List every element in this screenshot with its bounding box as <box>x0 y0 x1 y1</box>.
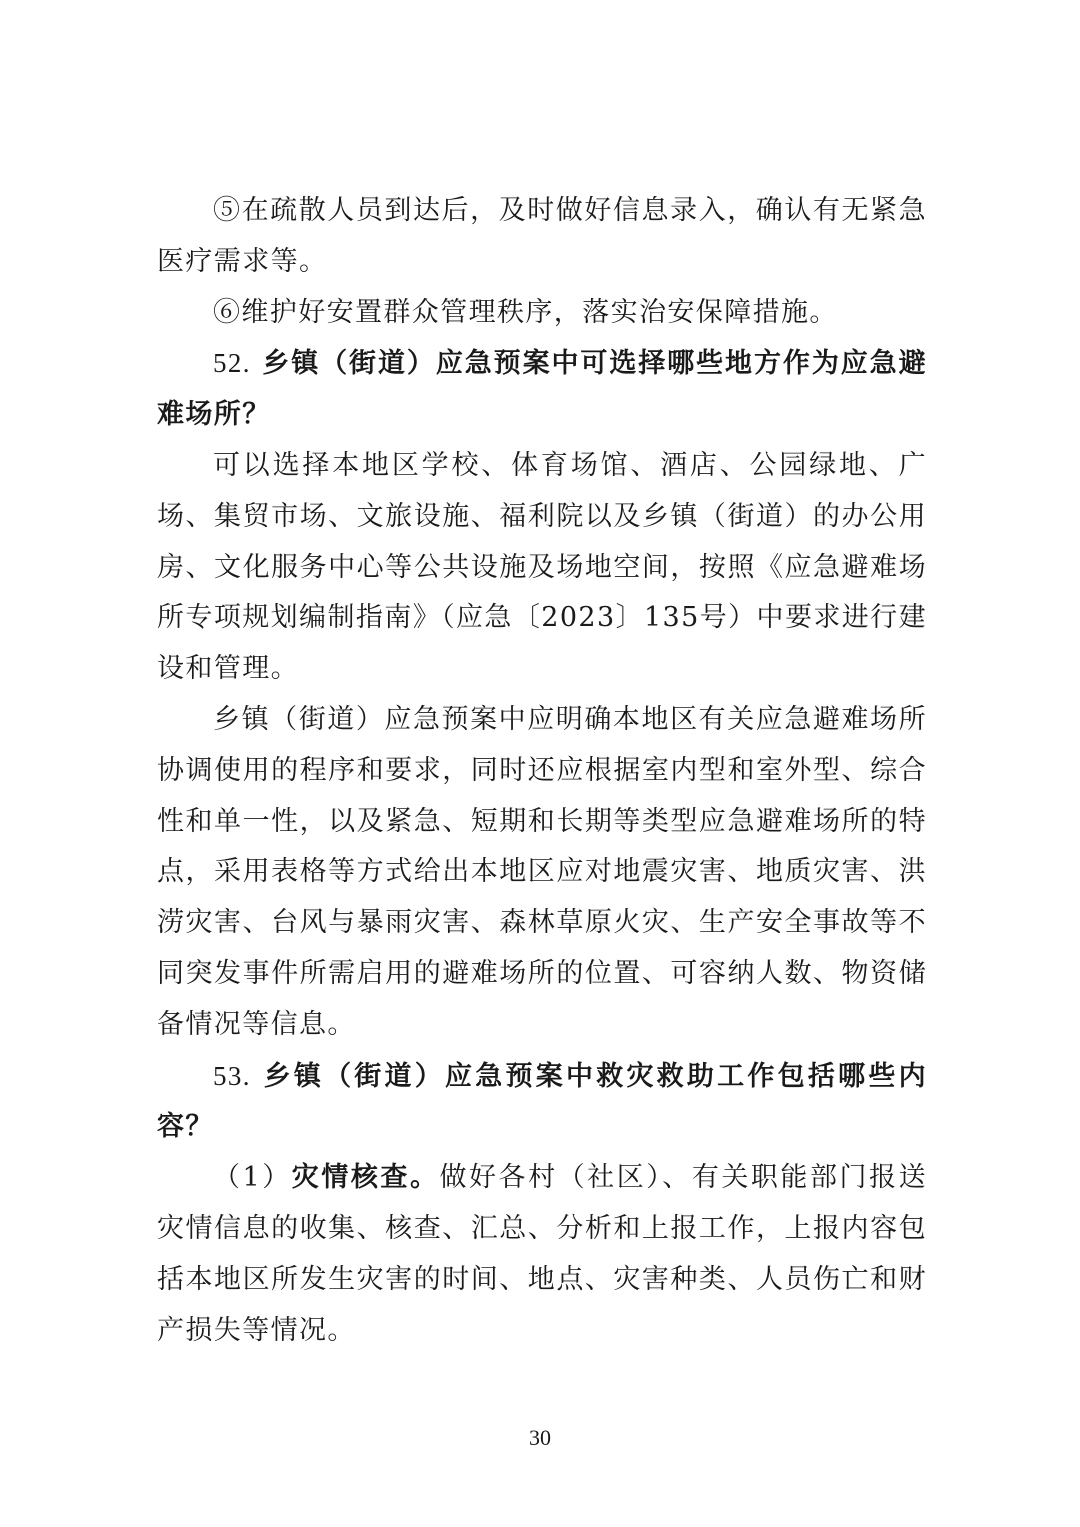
document-body <box>157 186 927 1356</box>
item-title: 灾情核查。 <box>291 1162 440 1194</box>
question-52-text: 乡镇（街道）应急预案中可选择哪些地方作为应急避难场所？ <box>157 348 927 431</box>
question-52-heading <box>157 338 927 441</box>
question-53-text: 乡镇（街道）应急预案中救灾救助工作包括哪些内容？ <box>157 1060 927 1143</box>
question-53-number: 53. <box>213 1060 251 1091</box>
question-52-number: 52. <box>213 348 251 379</box>
paragraph-order-maintenance: ⑥维护好安置群众管理秩序，落实治安保障措施。 <box>213 296 838 328</box>
paragraph-disaster-verification <box>157 1153 927 1356</box>
paragraph-evacuee-registration: ⑤在疏散人员到达后，及时做好信息录入，确认有无紧急医疗需求等。 <box>157 195 927 277</box>
question-53-heading <box>157 1051 927 1154</box>
paragraph-shelter-options: 可以选择本地区学校、体育场馆、酒店、公园绿地、广场、集贸市场、文旅设施、福利院以及乡镇（街道）的办公用房、文化服务中心等公共设施及场地空间，按照《应急避难场所专项规划编制指南》（应急〔2023〕135号）中要求进行建设和管理。 <box>157 449 927 685</box>
item-body: 做好各村（社区）、有关职能部门报送灾情信息的收集、核查、汇总、分析和上报工作，上报内容包括本地区所发生灾害的时间、地点、灾害种类、人员伤亡和财产损失等情况。 <box>157 1162 927 1346</box>
item-number: （1） <box>213 1162 292 1194</box>
page-number: 30 <box>529 1425 551 1450</box>
paragraph-shelter-requirements: 乡镇（街道）应急预案中应明确本地区有关应急避难场所协调使用的程序和要求，同时还应根据室内型和室外型、综合性和单一性，以及紧急、短期和长期等类型应急避难场所的特点，采用表格等方式给出本地区应对地震灾害、地质灾害、洪涝灾害、台风与暴雨灾害、森林草原火灾、生产安全事故等不同突发事件所需启用的避难场所的位置、可容纳人数、物资储备情况等信息。 <box>157 703 927 1040</box>
